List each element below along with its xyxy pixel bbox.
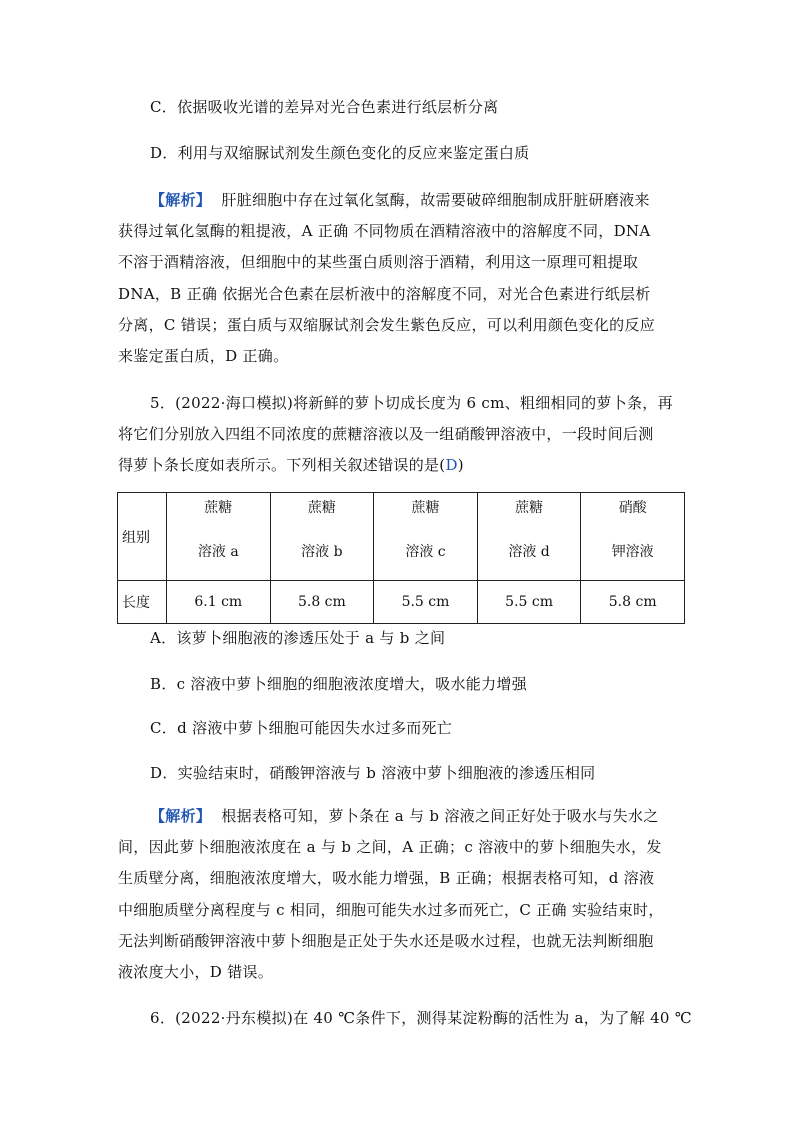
q6-stem-line: 6．(2022·丹东模拟)在 40 ℃条件下，测得某淀粉酶的活性为 a，为了解 40 ℃	[150, 1009, 692, 1027]
q5-analysis-line: 中细胞质壁分离程度与 c 相同，细胞可能失水过多而死亡，C 正确 实验结束时，	[118, 901, 664, 919]
q4-analysis-line: 来鉴定蛋白质，D 正确。	[118, 347, 289, 365]
table-cell: 5.5 cm	[477, 581, 581, 624]
q5-stem-line	[118, 455, 698, 475]
table-header-cell: 蔗糖 溶液 b	[270, 493, 374, 581]
q4-analysis-line: 不溶于酒精溶液，但细胞中的某些蛋白质则溶于酒精，利用这一原理可粗提取	[118, 253, 639, 271]
table-cell: 6.1 cm	[167, 581, 271, 624]
analysis-text: 肝脏细胞中存在过氧化氢酶，故需要破碎细胞制成肝脏研磨液来	[221, 191, 650, 209]
analysis-tag: 【解析】	[150, 191, 212, 209]
table-header-cell: 蔗糖 溶液 c	[374, 493, 478, 581]
table-cell: 5.8 cm	[270, 581, 374, 624]
q5-stem-close: )	[457, 456, 464, 474]
analysis-text: 根据表格可知，萝卜条在 a 与 b 溶液之间正好处于吸水与失水之	[221, 807, 659, 825]
q5-stem-line: 5．(2022·海口模拟)将新鲜的萝卜切成长度为 6 cm、粗细相同的萝卜条，再	[150, 394, 673, 412]
q5-stem-text: 得萝卜条长度如表所示。下列相关叙述错误的是(	[118, 456, 446, 474]
q5-option-d: D．实验结束时，硝酸钾溶液与 b 溶液中萝卜细胞液的渗透压相同	[150, 764, 596, 782]
q4-option-d: D．利用与双缩脲试剂发生颜色变化的反应来鉴定蛋白质	[150, 144, 530, 162]
table-header-cell: 硝酸 钾溶液	[581, 493, 685, 581]
table-header-cell: 蔗糖 溶液 a	[167, 493, 271, 581]
table-cell: 5.8 cm	[581, 581, 685, 624]
q5-analysis-line: 间，因此萝卜细胞液浓度在 a 与 b 之间，A 正确；c 溶液中的萝卜细胞失水，发	[118, 838, 662, 856]
q5-analysis-line: 生质壁分离，细胞液浓度增大，吸水能力增强，B 正确；根据表格可知，d 溶液	[118, 869, 655, 887]
q5-option-b: B．c 溶液中萝卜细胞的细胞液浓度增大，吸水能力增强	[150, 675, 527, 693]
q5-length-table	[117, 492, 685, 624]
q5-option-a: A．该萝卜细胞液的渗透压处于 a 与 b 之间	[150, 629, 446, 647]
q5-analysis-line	[150, 806, 730, 826]
q5-stem-line: 将它们分别放入四组不同浓度的蔗糖溶液以及一组硝酸钾溶液中，一段时间后测	[118, 425, 654, 443]
table-cell: 5.5 cm	[374, 581, 478, 624]
q5-analysis-line: 无法判断硝酸钾溶液中萝卜细胞是正处于失水还是吸水过程，也就无法判断细胞	[118, 932, 654, 950]
table-row-header: 组别	[118, 493, 167, 581]
table-row-header: 长度	[118, 581, 167, 624]
table-header-cell: 蔗糖 溶液 d	[477, 493, 581, 581]
q4-analysis-line: 获得过氧化氢酶的粗提液，A 正确 不同物质在酒精溶液中的溶解度不同，DNA	[118, 222, 651, 240]
q4-analysis-line	[150, 190, 730, 210]
q5-option-c: C．d 溶液中萝卜细胞可能因失水过多而死亡	[150, 719, 453, 737]
analysis-tag: 【解析】	[150, 807, 212, 825]
q4-analysis-line: DNA，B 正确 依据光合色素在层析液中的溶解度不同，对光合色素进行纸层析	[118, 285, 651, 303]
q5-analysis-line: 液浓度大小，D 错误。	[118, 963, 274, 981]
q4-option-c: C．依据吸收光谱的差异对光合色素进行纸层析分离	[150, 98, 499, 116]
q4-analysis-line: 分离，C 错误；蛋白质与双缩脲试剂会发生紫色反应，可以利用颜色变化的反应	[118, 316, 656, 334]
q5-answer: D	[445, 456, 458, 474]
